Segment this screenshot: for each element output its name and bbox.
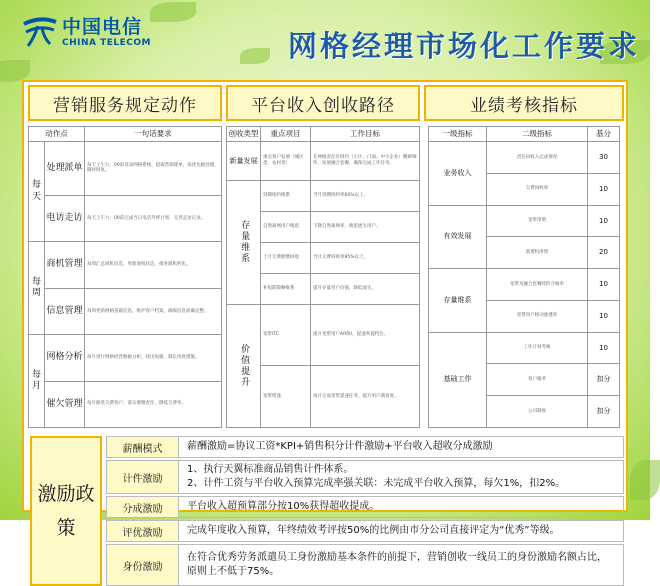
action-cell: 催欠管理 — [45, 381, 85, 427]
goal-cell: 下降自然离网率，挽留流失用户。 — [311, 211, 420, 242]
table-header: 重点项目 — [261, 127, 311, 142]
goal-cell: 提升存量用户价值，降低流失。 — [311, 273, 420, 304]
section-title-revenue: 平台收入创收路径 — [226, 85, 420, 121]
table-row — [29, 242, 222, 288]
item-cell: 宽带增速 — [261, 366, 311, 428]
type-cell: 价值提升 — [227, 304, 261, 427]
incentive-text: 平台收入超预算部分按10%获得超收提成。 — [187, 500, 380, 512]
table-row — [429, 332, 620, 364]
table-header: 一级指标 — [429, 127, 487, 142]
item-cell: 宽带ITC — [261, 304, 311, 366]
incentive-text: 完成年度收入预算，年终绩效考评按50%的比例由市分公司直接评定为“优秀”等级。 — [187, 524, 560, 536]
table-header: 二级指标 — [487, 127, 588, 142]
level1-cell: 存量维系 — [429, 269, 487, 333]
period-cell: 每周 — [29, 242, 45, 335]
logo-text-cn: 中国电信 — [62, 16, 143, 38]
goal-cell: 在网格责任区域内（小区、门面、中小企业）精耕细作，发展融合套餐，确保完成工作任务。 — [311, 142, 420, 181]
incentive-row — [106, 496, 624, 518]
china-telecom-logo-icon — [20, 14, 60, 50]
incentive-label: 分成激励 — [107, 497, 179, 517]
table-row — [429, 205, 620, 237]
table-row — [29, 335, 222, 381]
requirement-cell: 每月进行网格经营数据分析，找出短板，制定改进措施。 — [85, 335, 222, 381]
level2-cell: 宽带及融合套餐续约合格率 — [487, 269, 588, 301]
incentive-row — [106, 436, 624, 458]
period-cell: 每天 — [29, 142, 45, 242]
table-row — [29, 288, 222, 334]
goal-cell: 每月完成宽带提速任务，提升用户满意度。 — [311, 366, 420, 428]
period-cell: 每月 — [29, 335, 45, 428]
page-title: 网格经理市场化工作要求 — [288, 29, 641, 63]
incentive-text: 在符合优秀劳务派遣员工身份激励基本条件的前提下，营销创收一线员工的身份激励名额占比，原则上不低于75%。 — [187, 551, 607, 577]
leaf-decoration — [630, 460, 660, 500]
incentive-label: 计件激励 — [107, 461, 179, 493]
table-row — [227, 142, 420, 181]
requirement-cell: 每周更新网格基础信息，维护客户档案，确保信息准确完整。 — [85, 288, 222, 334]
score-cell: 10 — [588, 300, 620, 332]
table-header: 基分 — [588, 127, 620, 142]
incentive-title: 激励政策 — [30, 436, 102, 586]
item-cell: 重点客户发展（城区类、农村类） — [261, 142, 311, 181]
requirement-cell: 每天上午九：00前登录网格系统，提取营销派单，按优先级处理，限时回复。 — [85, 142, 222, 196]
level2-cell: 宽带净增 — [487, 205, 588, 237]
type-cell: 新量发展 — [227, 142, 261, 181]
level2-cell: 欠费回收率 — [487, 173, 588, 205]
section-title-assessment: 业绩考核指标 — [424, 85, 624, 121]
logo-text-en: CHINA TELECOM — [62, 38, 151, 48]
table-row — [227, 304, 420, 366]
incentive-label: 评优激励 — [107, 521, 179, 541]
incentive-row — [106, 520, 624, 542]
assessment-table — [428, 126, 620, 428]
table-row — [29, 142, 222, 196]
content-board — [22, 80, 628, 577]
action-cell: 电访走访 — [45, 195, 85, 241]
section-title-marketing: 营销服务规定动作 — [28, 85, 222, 121]
table-row — [29, 381, 222, 427]
table-row — [429, 269, 620, 301]
goal-cell: 当月欠费回收率95%以上。 — [311, 242, 420, 273]
incentive-text: 2、计件工资与平台收入预算完成率强关联：未完成平台收入预算，每欠1%，扣2%。 — [187, 478, 566, 489]
score-cell: 10 — [588, 269, 620, 301]
table-header: 创收类型 — [227, 127, 261, 142]
score-cell: 10 — [588, 332, 620, 364]
incentive-text: 薪酬激励=协议工资*KPI+销售积分计件激励+平台收入超收分成激励 — [187, 440, 493, 452]
level2-cell: 新增机净增 — [487, 237, 588, 269]
level1-cell: 基础工作 — [429, 332, 487, 427]
score-cell: 30 — [588, 142, 620, 174]
item-cell: 补短期策略维系 — [261, 273, 311, 304]
table-row — [227, 181, 420, 212]
level1-cell: 业务收入 — [429, 142, 487, 206]
action-cell: 网格分析 — [45, 335, 85, 381]
revenue-table — [226, 126, 420, 428]
score-cell: 扣分 — [588, 396, 620, 428]
table-header: 动作点 — [29, 127, 85, 142]
incentive-label: 身份激励 — [107, 545, 179, 585]
type-cell: 存量维系 — [227, 181, 261, 304]
level2-cell: 公司制度 — [487, 396, 588, 428]
score-cell: 10 — [588, 173, 620, 205]
level2-cell: 客户服务 — [487, 364, 588, 396]
incentive-label: 薪酬模式 — [107, 437, 179, 457]
table-row — [429, 142, 620, 174]
goal-cell: 当月到期续约率60%以上。 — [311, 181, 420, 212]
incentive-row — [106, 544, 624, 586]
level2-cell: 宽带用户移动渗透率 — [487, 300, 588, 332]
goal-cell: 提升宽带用户ARPU，提速率提档位。 — [311, 304, 420, 366]
level2-cell: 工作计划考核 — [487, 332, 588, 364]
score-cell: 扣分 — [588, 364, 620, 396]
item-cell: 上月欠费催缴回收 — [261, 242, 311, 273]
action-cell: 处理派单 — [45, 142, 85, 196]
table-row — [29, 195, 222, 241]
table-header: 工作目标 — [311, 127, 420, 142]
item-cell: 到期续约维系 — [261, 181, 311, 212]
requirement-cell: 每周汇总商机信息，更新商机状态，推进商机转化。 — [85, 242, 222, 288]
table-header: 一句话要求 — [85, 127, 222, 142]
requirement-cell: 每天上午九：00前完成当日电话外呼计划，完善走访记录。 — [85, 195, 222, 241]
action-cell: 商机管理 — [45, 242, 85, 288]
score-cell: 10 — [588, 205, 620, 237]
item-cell: 自然离网用户挽留 — [261, 211, 311, 242]
header — [0, 0, 650, 72]
score-cell: 20 — [588, 237, 620, 269]
requirement-cell: 每月跟进欠费客户，落实催缴责任，降低欠费率。 — [85, 381, 222, 427]
marketing-table — [28, 126, 222, 428]
incentive-text: 1、执行天翼标准商品销售计件体系。 — [187, 463, 354, 475]
incentive-row — [106, 460, 624, 494]
level2-cell: 责任田收入完成情况 — [487, 142, 588, 174]
action-cell: 信息管理 — [45, 288, 85, 334]
level1-cell: 有效发展 — [429, 205, 487, 269]
